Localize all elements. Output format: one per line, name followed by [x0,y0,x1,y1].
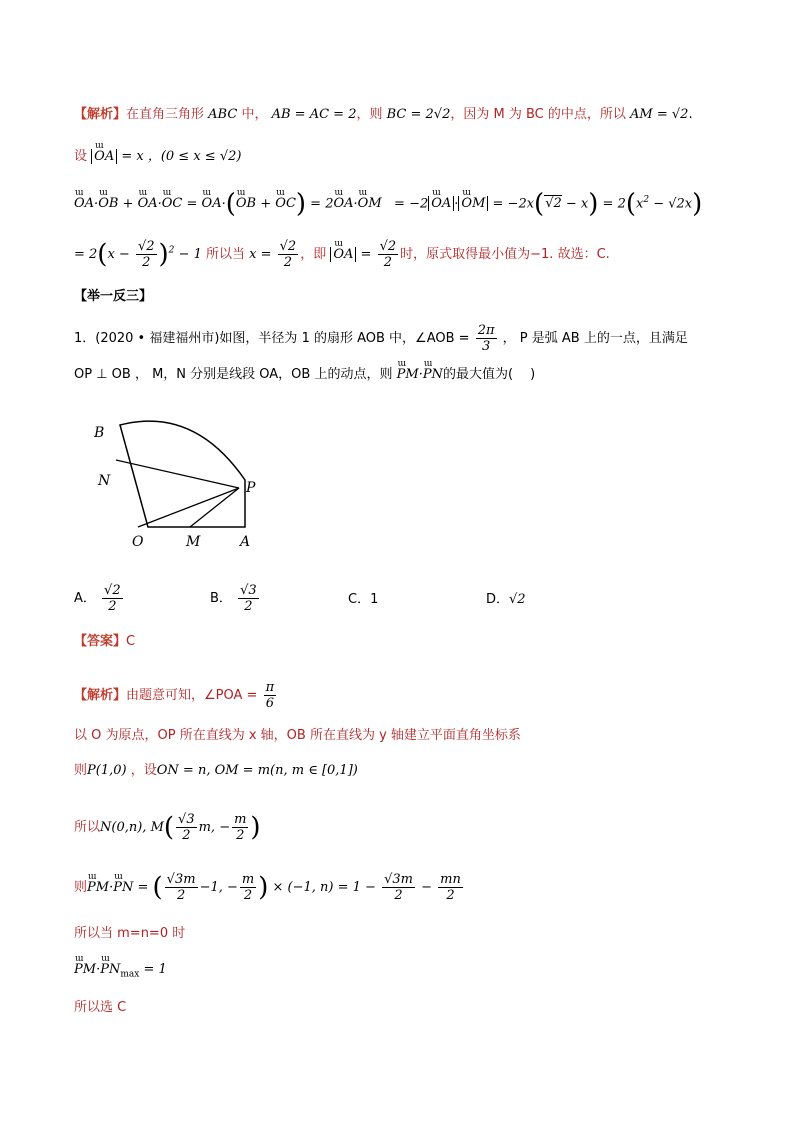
label-b: B [94,425,105,441]
problem-line2-a: OP ⊥ OB ， M，N 分别是线段 OA，OB 上的动点，则 [74,367,393,382]
analysis1-text-when: 所以当 [205,247,245,262]
option-c[interactable]: C．1 [348,592,379,607]
label-p: P [246,480,256,496]
analysis1-text-c: ，则 [356,107,383,122]
eq-ab-ac: AB = AC = 2 [271,107,357,122]
eq-am: AM = √2 [630,107,689,122]
analysis1-text-ie: ，即 [300,247,327,262]
analysis1-tag: 【解析】 [74,107,127,122]
problem-suffix: ， P 是弧 AB 上的一点，且满足 [502,331,688,346]
label-n: N [98,473,111,489]
problem-line2-b: 的最大值为( ) [442,367,536,382]
segment-np [116,460,239,488]
analysis1-text-d: ，因为 M 为 BC 的中点，所以 [450,107,626,122]
analysis1-line1: 【解析】在直角三角形 ABC 中， AB = AC = 2，则 BC = 2√2，因为 M 为 BC 的中点，所以 AM = √2. [74,107,693,122]
option-a-label: A． [74,591,96,606]
abs-oa: ɯ OA [91,149,117,164]
analysis2-then2: 则 [74,880,88,895]
analysis1-line3: ɯ OA·ɯ OB + ɯ OA·ɯ OC = ɯ OA·(ɯ OB + ɯ OC) = 2ɯ OA·ɯ OM = −2ɯ OA ·ɯ OM = $-2x(√2 - x) = 2(x^2 - √2x)$ [74,190,702,214]
label-m: M [186,534,201,550]
analysis1-line2 [74,147,241,167]
analysis1-conclusion: 时，原式取得最小值为−1. 故选：C. [400,247,610,262]
sector-figure [94,410,266,552]
analysis2-line4: 所以N(0,n), M( $\frac{√3}{2}$ m, − $\frac{m}{2}$ ) [74,812,261,843]
analysis2-line5: 则ɯ PM·ɯ PN = ( $\frac{√3m}{2}$ −1, − $\frac{m}{2}$ ) × (−1, n) = 1 − $\frac{√3m}{2}$ − $\frac{mn}{2}$ [74,872,465,903]
analysis2-set: ，设 [130,763,157,778]
option-b[interactable]: B． $\frac{√3}{2}$ [210,583,257,614]
answer [74,632,135,652]
problem-line2: OP ⊥ OB ， M，N 分别是线段 OA，OB 上的动点，则 ɯ PM·ɯ PN的最大值为( ) [74,365,535,385]
analysis2-line2: 以 O 为原点，OP 所在直线为 x 轴，OB 所在直线为 y 轴建立平面直角坐标系 [74,728,521,743]
analysis2-line1: 【解析】由题意可知，∠POA = $\frac{\pi}{6}$ [74,680,275,711]
analysis2-text: 由题意可知，∠POA = [126,688,258,703]
analysis2-line6: 所以当 m=n=0 时 [74,926,186,941]
analysis2-line3: 则P(1,0) ，设ON = n, OM = m(n, m ∈ [0,1]) [74,763,358,778]
analysis1-text-a: 在直角三角形 [126,107,205,122]
option-d-label: D． [486,592,510,607]
eq-bc: BC = 2√2 [386,107,451,122]
answer-tag: 【答案】 [74,634,127,649]
analysis2-so: 所以 [74,820,101,835]
segment-mp [190,488,239,527]
section-title: 【举一反三】 [74,289,153,304]
segment-op [138,488,239,527]
answer-value: C [126,634,136,649]
sector-outline [120,421,245,527]
analysis2-tag: 【解析】 [74,688,127,703]
analysis1-text-b: 中， [241,107,268,122]
analysis2-then: 则 [74,763,88,778]
problem-prefix: 1．(2020 • 福建福州市)如图，半径为 1 的扇形 AOB 中，∠AOB = [74,331,470,346]
label-o: O [132,534,144,550]
set-range: = x ，(0 ≤ x ≤ √2) [121,149,242,164]
analysis2-line7: ɯ PM·ɯ $PN_{max} = 1$ [74,960,167,985]
triangle-name: ABC [208,107,238,122]
analysis1-line4: = 2(x − $\frac{√2}{2}$ )$^2$ − 1 所以当 x = $\frac{√2}{2}$ ，即 ɯ OA = $\frac{√2}{2}$ 时，原式取得最小值为−1. 故选：C. [74,239,610,270]
label-a: A [240,534,251,550]
set-label: 设 [74,149,88,164]
analysis2-line8: 所以选 C [74,1000,127,1015]
problem-line1: 1．(2020 • 福建福州市)如图，半径为 1 的扇形 AOB 中，∠AOB = $\frac{2\pi}{3}$ ， P 是弧 AB 上的一点，且满足 [74,323,688,354]
option-a[interactable]: A． $\frac{√2}{2}$ [74,583,121,614]
option-d[interactable]: D．√2 [486,592,526,607]
option-b-label: B． [210,591,232,606]
